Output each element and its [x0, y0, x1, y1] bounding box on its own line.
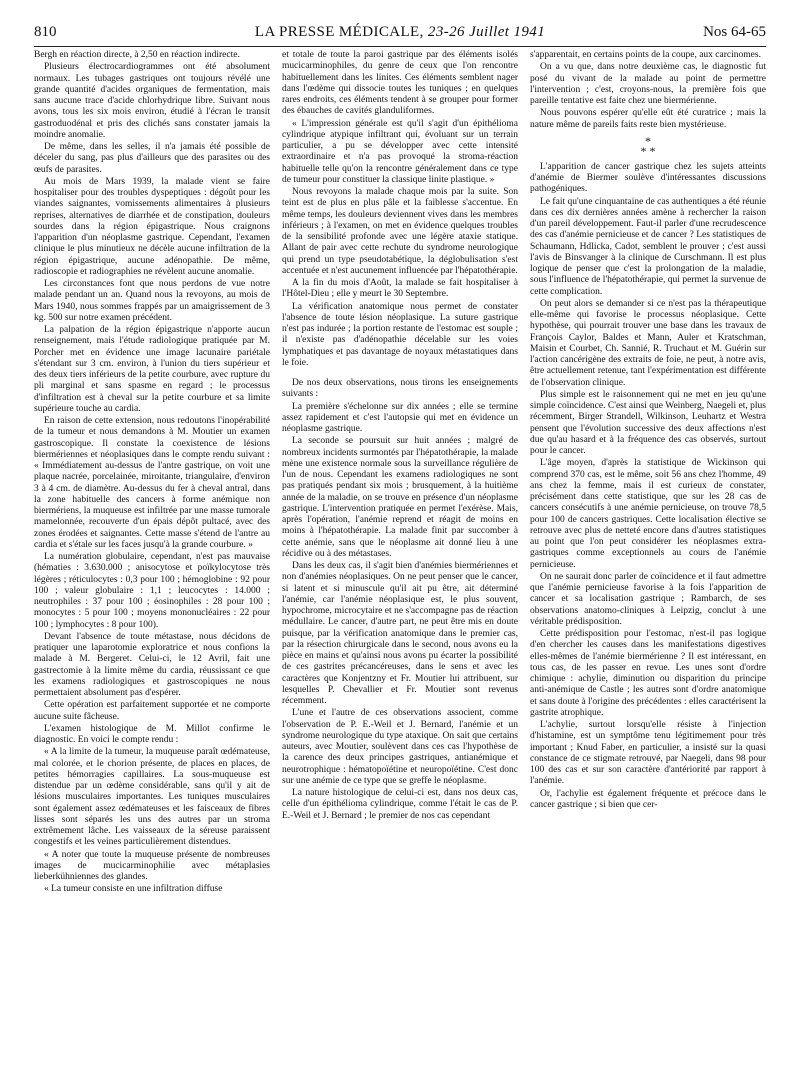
text-column-right [530, 50, 766, 1070]
section-separator [530, 133, 766, 158]
paragraph: A la fin du mois d'Août, la malade se fait hospitaliser à l'Hôtel-Dieu ; elle y meurt le 30 Septembre. [282, 278, 518, 300]
paragraph: On a vu que, dans notre deuxième cas, le diagnostic fut posé du vivant de la malade au point de permettre l'intervention ; c'est, croyons-nous, la première fois que pareille tentative est faite chez une biermérienne. [530, 62, 766, 106]
text-column-middle [282, 50, 518, 1070]
paragraph: Plusieurs électrocardiogrammes ont été absolument normaux. Les tubages gastriques ont toujours révélé une grande quantité d'acides organiques de fermentation, mais sans aucune trace d'acide chlorhydrique libre. Suivant nous avons, tous les six mois environ, étudié à l'écran le transit gastroduodénal et pris des clichés sans constater jamais la moindre anomalie. [34, 62, 270, 140]
paragraph: En raison de cette extension, nous redoutons l'inopérabilité de la tumeur et nous demandons à M. Moutier un examen gastroscopique. Il constate la coexistence de lésions biermériennes et néoplasiques dans le compte rendu suivant : « Immédiatement au-dessus de l'antre gastrique, on voit une plaque nacrée, porcelainée, miroitante, triangulaire, d'environ 3 à 4 cm. de diamètre. Au-dessus du fer à cheval antral, dans la zone habituelle des cancers à forme anémique non biermériens, la muqueuse est infiltrée par une masse tumorale mamelonnée, recouverte d'un épais dépôt pultacé, avec des zones érodées et saignantes. Cette masse s'étend de l'antre au cardia et s'étale sur les faces jusqu'à la grande courbure. » [34, 416, 270, 550]
paragraph: L'âge moyen, d'après la statistique de Wickinson qui comprend 370 cas, est le même, soit 56 ans chez l'homme, 49 ans chez la femme, mais il est curieux de constater, précisément dans cette statistique, que sur les 28 cas de cancers consécutifs à une anémie pernicieuse, on trouve 78,5 pour 100 de cancers gastriques. Cette localisation élective se retrouve avec plus de netteté encore dans d'autres statistiques au point que l'on peut considérer les néoplasmes extra-gastriques comme exceptionnels au cours de l'anémie pernicieuse. [530, 458, 766, 570]
paragraph: La seconde se poursuit sur huit années ; malgré de nombreux incidents surmontés par l'hépatothérapie, la malade mène une existence normale sous la surveillance régulière de l'un de nous. Cependant les examens radiologiques ne sont pas pratiqués pendant six mois ; brusquement, à la huitième année de la maladie, on se trouve en présence d'un néoplasme gastrique. L'intervention pratiquée en permet l'exérèse. Mais, après l'opération, l'anémie reprend et réagit de moins en moins à l'hépatothérapie. La malade finit par succomber à cette anémie, sans que le néoplasme ait donné lieu à une récidive ou à des métastases. [282, 436, 518, 559]
paragraph: s'apparentait, en certains points de la coupe, aux carcinomes. [530, 50, 761, 60]
paragraph: Bergh en réaction directe, à 2,50 en réaction indirecte. [34, 50, 240, 60]
paragraph: Nous pouvons espérer qu'elle eût été curatrice ; mais la nature même de pareils faits reste bien mystérieuse. [530, 108, 766, 130]
running-title [34, 24, 766, 41]
paragraph: La nature histologique de celui-ci est, dans nos deux cas, celle d'un épithélioma cylindrique, comme l'était le cas de P. E.-Weil et J. Bernard ; le premier de nos cas cependant [282, 788, 518, 821]
quoted-report: « A la limite de la tumeur, la muqueuse paraît œdémateuse, mal colorée, et le chorion présente, de places en places, de petites hémorragies capillaires. La sous-muqueuse est distendue par un œdème considérable, sans qu'il y ait de lésions musculaires importantes. Les tuniques musculaires sont également assez œdémateuses et les faisceaux de fibres lisses sont séparés les uns des autres par un stroma extrêmement lâche. Les vaisseaux de la séreuse paraissent congestifs et les veines particulièrement distendues. [34, 747, 270, 848]
paragraph: Au mois de Mars 1939, la malade vient se faire hospitaliser pour des troubles dyspeptiques : dégoût pour les viandes saignantes, vomissements alimentaires à plusieurs reprises, alternatives de diarrhée et de constipation, douleurs sourdes dans la région épigastrique. Nous craignons l'apparition d'un néoplasme gastrique. Cependant, l'examen clinique le plus minutieux ne décèle aucune infiltration de la région épigastrique, aucune adénopathie. De même, radioscopie et radiographies ne révèlent aucune anomalie. [34, 176, 270, 277]
paragraph: Plus simple est le raisonnement qui ne met en jeu qu'une simple coïncidence. C'est ainsi que Weinberg, Naegeli et, plus récemment, Birger Strandell, Wilkinson, Leuhartz et Westra pensent que l'évolution successive des deux affections n'est due qu'au hasard et à la fréquence des cas observés, surtout pour le cancer. [530, 389, 766, 456]
paragraph: Cette prédisposition pour l'estomac, n'est-il pas logique d'en chercher les causes dans les manifestations digestives elles-mêmes de l'anémie biermérienne ? Il est intéressant, en tous cas, de les passer en revue. Les unes sont d'ordre chimique : achylie, diminution ou disparition du principe anti-anémique de Castle ; les autres sont d'ordre anatomique et sans doute à l'origine des précédentes : elles caractérisent la gastrite atrophique. [530, 629, 766, 718]
paragraph: Les circonstances font que nous perdons de vue notre malade pendant un an. Quand nous la revoyons, au mois de Mars 1940, nous sommes frappés par un amaigrissement de 3 kg. 500 sur notre examen précédent. [34, 279, 270, 323]
quoted-report: « A noter que toute la muqueuse présente de nombreuses images de mucicarminophilie avec métaplasies lieberkühniennes des glandes. [34, 849, 270, 882]
paragraph: et totale de toute la paroi gastrique par des éléments isolés mucicarminophiles, du genre de ceux que l'on rencontre habituellement dans les linites. Ces éléments semblent nager dans l'œdème qui dissocie toutes les tuniques ; en quelques rares endroits, ces éléments tendent à se grouper pour former des ébauches de cavités glanduliformes. [282, 50, 518, 117]
paragraph: La première s'échelonne sur dix années ; elle se termine assez rapidement et c'est l'autopsie qui met en évidence un néoplasme gastrique. [282, 401, 518, 434]
header-rule [34, 46, 766, 47]
quoted-report: « La tumeur consiste en une infiltration diffuse [44, 884, 223, 895]
paragraph: L'achylie, surtout lorsqu'elle résiste à l'injection d'histamine, est un symptôme tenu légitimement pour très important ; Knud Faber, en particulier, a insisté sur la quasi constance de ce stigmate retrouvé, par Naegeli, dans 98 pour 100 des cas et sur son caractère d'antériorité par rapport à l'anémie. [530, 720, 766, 787]
paragraph: L'examen histologique de M. Millot confirme le diagnostic. En voici le compte rendu : [34, 723, 270, 745]
paragraph: On peut alors se demander si ce n'est pas la thérapeutique elle-même qui favorise le processus néoplasique. Cette hypothèse, qui pourrait trouver une base dans les travaux de François Caylor, Baldes et Mann, Auler et Kratschman, Maisin et Courbet, Ch. Sannié, R. Truchaut et M. Guérin sur l'action cancérigène des extraits de foie, ne peut, à notre avis, être actuellement retenue, tant l'expérimentation est différente de l'observation clinique. [530, 298, 766, 388]
page-header [34, 24, 766, 44]
paragraph: De même, dans les selles, il n'a jamais été possible de déceler du sang, pas plus d'ailleurs que des parasites ou des œufs de parasites. [34, 142, 270, 175]
paragraph: Nous revoyons la malade chaque mois par la suite. Son teint est de plus en plus pâle et la faiblesse s'accentue. En même temps, les douleurs deviennent vives dans les membres inférieurs ; à l'examen, on met en évidence quelques troubles de la sensibilité profonde avec une légère ataxie statique. Allant de pair avec cette rechute du syndrome neurologique qui prend un type pseudotabétique, la déglobulisation s'est accentuée et n'est aucunement influencée par l'hépatothérapie. [282, 187, 518, 276]
paragraph: Dans les deux cas, il s'agit bien d'anémies biermériennes et non d'anémies néoplasiques. On ne peut penser que le cancer, si latent et si minuscule qu'il ait pu être, ait déterminé l'anémie, car l'anémie néoplasique est, le plus souvent, hypochrome, microcytaire et ne s'accompagne pas de réaction médullaire. Le cancer, d'autre part, ne peut être mis en doute puisque, par la vérification anatomique dans le premier cas, par la résection chirurgicale dans le second, nous avons eu la pièce en mains et qu'ainsi nous avons pu écarter la possibilité de ces gastrites précancéreuses, dans le sens et avec les caractères que Konjentzny et Fr. Moutier lui attribuent, sur lesquelles P. Chevallier et Fr. Moutier sont revenus récemment. [282, 561, 518, 706]
journal-name: LA PRESSE MÉDICALE, [254, 24, 424, 40]
issue-date: 23-26 Juillet 1941 [427, 24, 546, 40]
paragraph: La palpation de la région épigastrique n'apporte aucun renseignement, mais l'étude radiologique pratiquée par M. Porcher met en évidence une image lacunaire pariétale s'étendant sur 3 cm. environ, à l'union du tiers supérieur et des deux tiers inférieurs de la petite courbure, avec rupture du pli marginal et sans spasme en regard ; le processus d'infiltration est à cheval sur la petite courbure et sa limite supérieure touche au cardia. [34, 325, 270, 414]
paragraph: La vérification anatomique nous permet de constater l'absence de toute lésion néoplasique. La suture gastrique n'est pas indurée ; la portion restante de l'estomac est souple ; il n'existe pas d'adénopathie décelable sur les voies lymphatiques et pas davantage de noyaux métastatiques dans le foie. [282, 301, 518, 368]
page-number: 810 [34, 24, 57, 40]
separator-stars-bottom: * * [640, 143, 656, 158]
issue-number: Nos 64-65 [703, 24, 766, 40]
text-column-left [34, 50, 270, 1070]
quoted-report: « L'impression générale est qu'il s'agit d'un épithélioma cylindrique atypique infiltrant qui, évoluant sur un terrain particulier, a pu se développer avec cette intensité extraordinaire et n'a pas provoqué la stroma-réaction habituelle telle qu'on la rencontre généralement dans ce type de tumeur pour constituer la classique linite plastique. » [282, 118, 518, 185]
paragraph: Devant l'absence de toute métastase, nous décidons de pratiquer une laparotomie exploratrice et nous confions la malade à M. Bergeret. Celui-ci, le 12 Avril, fait une gastrectomie à la limite même du cardia, réussissant ce que les examens radiologiques et gastroscopiques ne nous permettaient absolument pas d'espérer. [34, 631, 270, 698]
separator-star-top: * [645, 133, 651, 148]
paragraph: L'une et l'autre de ces observations associent, comme l'observation de P. E.-Weil et J. Bernard, l'anémie et un syndrome neurologique du type ataxique. On sait que certains auteurs, avec Moutier, soulèvent dans ces cas l'hypothèse de la carence des deux principes gastriques, antianémique et neurotrophique : hématopoïétine et neuropoïétine. C'est donc sur une anémie de ce type que se greffe le néoplasme. [282, 708, 518, 786]
paragraph: La numération globulaire, cependant, n'est pas mauvaise (hématies : 3.630.000 ; anisocytose et poïkylocytose très légères ; réticulocytes : 0,3 pour 100 ; hémoglobine : 92 pour 100 ; valeur globulaire : 1,1 ; leucocytes : 14.000 ; neutrophiles : 37 pour 100 ; éosinophiles : 28 pour 100 ; monocytes : 5 pour 100 ; moyens mononucléaires : 22 pour 100 ; lymphocytes : 8 pour 100). [34, 552, 270, 630]
paragraph: De nos deux observations, nous tirons les enseignements suivants : [282, 378, 518, 400]
paragraph: Or, l'achylie est également fréquente et précoce dans le cancer gastrique ; si bien que cer- [530, 788, 766, 810]
paragraph: Le fait qu'une cinquantaine de cas authentiques a été réunie dans ces dix dernières années amène à rechercher la raison d'un pareil développement. Faut-il parler d'une recrudescence des cas d'anémie pernicieuse et de cancer ? Les statistiques de Schaumann, Hdlicka, Cadot, semblent le prouver ; c'est aussi l'avis de Binsvanger à la clinique de Curschmann. Il est plus logique de penser que c'est la prolongation de la maladie, sous l'influence de l'hépatothérapie, qui permet la survenue de cette complication. [530, 196, 766, 297]
paragraph: Cette opération est parfaitement supportée et ne comporte aucune suite fâcheuse. [34, 700, 270, 722]
paragraph: On ne saurait donc parler de coïncidence et il faut admettre que l'anémie pernicieuse favorise à la fois l'apparition de cancer et sa localisation gastrique ; Rambarch, de ses observations anatomo-cliniques à Leipzig, conclut à une véritable prédisposition. [530, 571, 766, 627]
paragraph: L'apparition de cancer gastrique chez les sujets atteints d'anémie de Biermer soulève d'intéressantes discussions pathogéniques. [530, 161, 766, 195]
